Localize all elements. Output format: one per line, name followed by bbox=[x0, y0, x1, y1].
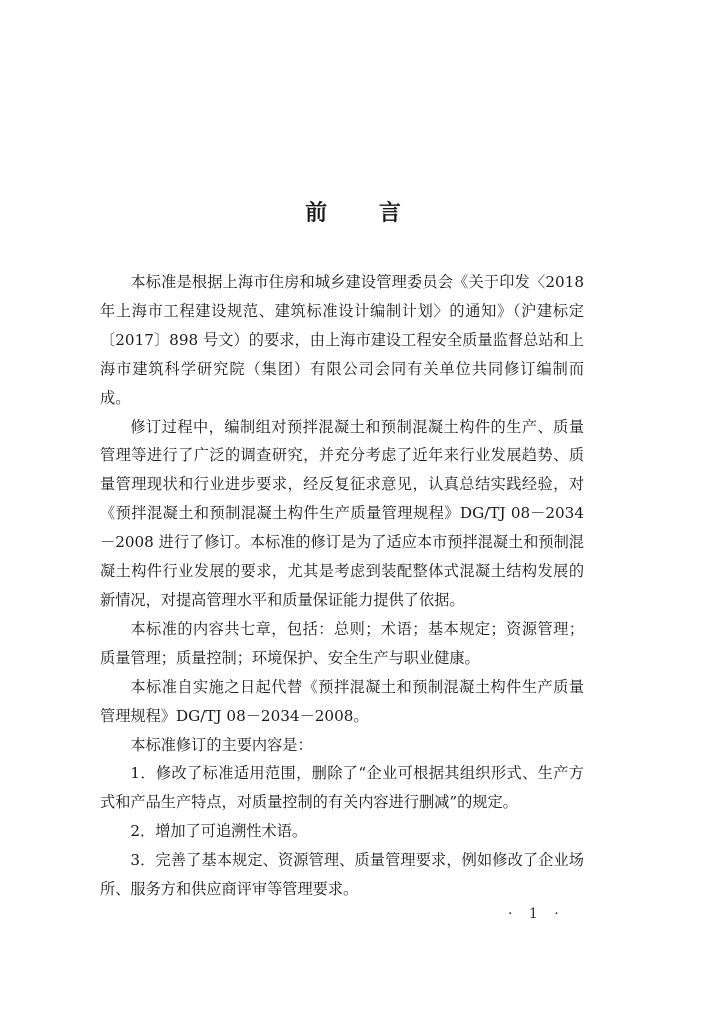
list-item: 3．完善了基本规定、资源管理、质量管理要求，例如修改了企业场所、服务方和供应商评审等管理要求。 bbox=[100, 851, 584, 899]
paragraph: 本标准的内容共七章，包括：总则；术语；基本规定；资源管理；质量管理；质量控制；环境保护、安全生产与职业健康。 bbox=[100, 619, 584, 667]
paragraph: 本标准自实施之日起代替《预拌混凝土和预制混凝土构件生产质量管理规程》DG/TJ 08－2034－2008。 bbox=[100, 677, 584, 725]
page-number: · 1 · bbox=[508, 906, 565, 922]
list-item: 2．增加了可追溯性术语。 bbox=[130, 822, 308, 841]
list-item: 1．修改了标准适用范围，删除了“企业可根据其组织形式、生产方式和产品生产特点，对质量控制的有关内容进行删减”的规定。 bbox=[100, 764, 584, 812]
paragraph: 本标准修订的主要内容是： bbox=[130, 735, 313, 754]
body-text bbox=[100, 268, 584, 904]
paragraph: 本标准是根据上海市住房和城乡建设管理委员会《关于印发〈2018 年上海市工程建设规范、建筑标准设计编制计划〉的通知》（沪建标定〔2017〕898 号文）的要求，由上海市建设工程安全质量监督总站和上海市建筑科学研究院（集团）有限公司会同有关单位共同修订编制而成。 bbox=[100, 273, 584, 407]
paragraph: 修订过程中，编制组对预拌混凝土和预制混凝土构件的生产、质量管理等进行了广泛的调查研究，并充分考虑了近年来行业发展趋势、质量管理现状和行业进步要求，经反复征求意见，认真总结实践经验，对《预拌混凝土和预制混凝土构件生产质量管理规程》DG/TJ 08－2034－2008 进行了修订。本标准的修订是为了适应本市预拌混凝土和预制混凝土构件行业发展的要求，尤其是考虑到装配整体式混凝土结构发展的新情况，对提高管理水平和质量保证能力提供了依据。 bbox=[100, 417, 584, 609]
page-title: 前 言 bbox=[305, 201, 423, 226]
